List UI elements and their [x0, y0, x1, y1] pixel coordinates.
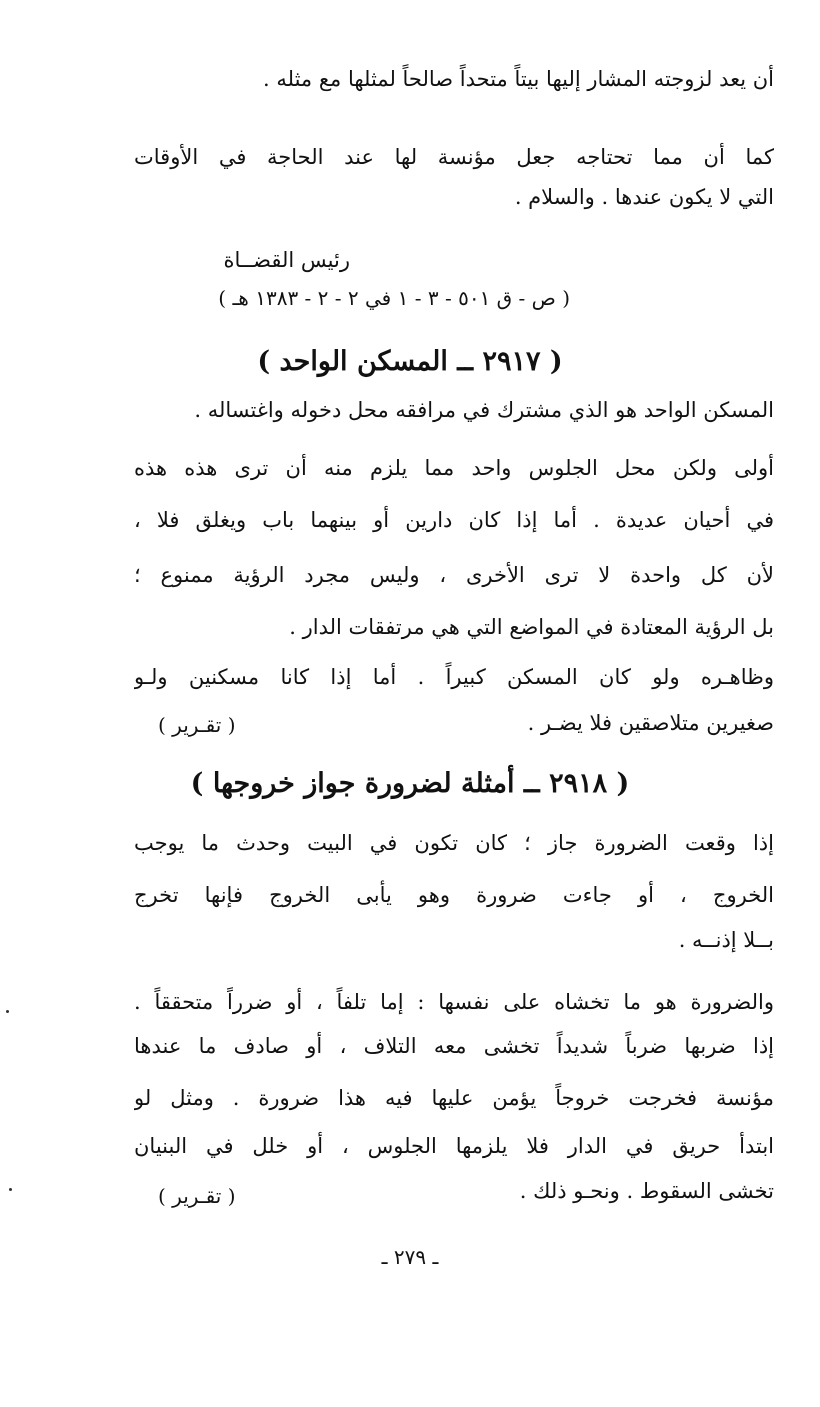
page-number: ـ ٢٧٩ ـ	[381, 1245, 439, 1269]
section-2917-line-2: أولى ولكن محل الجلوس واحد مما يلزم منه أن ترى هذه هذه	[134, 456, 774, 480]
section-2918-line-2: الخروج ، أو جاءت ضرورة وهو يأبى الخروج فإنها تخرج	[134, 883, 774, 907]
section-2918-line-8: تخشى السقوط . ونحـو ذلك .	[519, 1179, 774, 1203]
intro-line-3: التي لا يكون عندها . والسلام .	[514, 185, 774, 209]
reference-number: ( ص - ق ٥٠١ - ٣ - ١ في ٢ - ٢ - ١٣٨٣ هـ )	[218, 286, 570, 310]
section-2918-line-5: إذا ضربها ضرباً شديداً تخشى معه التلاف ، أو صادف ما عندها	[134, 1034, 774, 1058]
intro-line-2: كما أن مما تحتاجه جعل مؤنسة لها عند الحاجة في الأوقات	[134, 145, 774, 169]
section-2917-line-5: بل الرؤية المعتادة في المواضع التي هي مرتفقات الدار .	[289, 615, 774, 639]
intro-line-1: أن يعد لزوجته المشار إليها بيتاً متحداً صالحاً لمثلها مع مثله .	[263, 67, 774, 91]
section-2917-line-3: في أحيان عديدة . أما إذا كان دارين أو بينهما باب ويغلق فلا ،	[134, 508, 774, 532]
section-2917-title: ( ٢٩١٧ ــ المسكن الواحد )	[257, 346, 563, 377]
section-2917-line-6: وظاهـره ولو كان المسكن كبيراً . أما إذا كانا مسكنين ولـو	[134, 665, 774, 689]
section-2918-title: ( ٢٩١٨ ــ أمثلة لضرورة جواز خروجها )	[190, 768, 630, 799]
section-2917-line-4: لأن كل واحدة لا ترى الأخرى ، وليس مجرد الرؤية ممنوع ؛	[134, 563, 774, 587]
section-2918-line-7: ابتدأ حريق في الدار فلا يلزمها الجلوس ، أو خلل في البنيان	[134, 1134, 774, 1158]
section-2917-line-7: صغيرين متلاصقين فلا يضـر .	[527, 711, 774, 735]
scan-speck	[6, 1010, 9, 1013]
section-2917-report-label: ( تقـرير )	[158, 713, 236, 737]
section-2918-line-3: بــلا إذنــه .	[678, 928, 774, 952]
section-2918-line-6: مؤنسة فخرجت خروجاً يؤمن عليها فيه هذا ضرورة . ومثل لو	[134, 1086, 774, 1110]
signature-title: رئيس القضــاة	[223, 248, 350, 272]
section-2918-line-1: إذا وقعت الضرورة جاز ؛ كان تكون في البيت وحدث ما يوجب	[134, 831, 774, 855]
section-2918-line-4: والضرورة هو ما تخشاه على نفسها : إما تلفاً ، أو ضرراً متحققاً .	[134, 990, 774, 1014]
section-2917-line-1: المسكن الواحد هو الذي مشترك في مرافقه محل دخوله واغتساله .	[194, 398, 774, 422]
section-2918-report-label: ( تقـرير )	[158, 1184, 236, 1208]
scan-speck	[9, 1188, 12, 1191]
